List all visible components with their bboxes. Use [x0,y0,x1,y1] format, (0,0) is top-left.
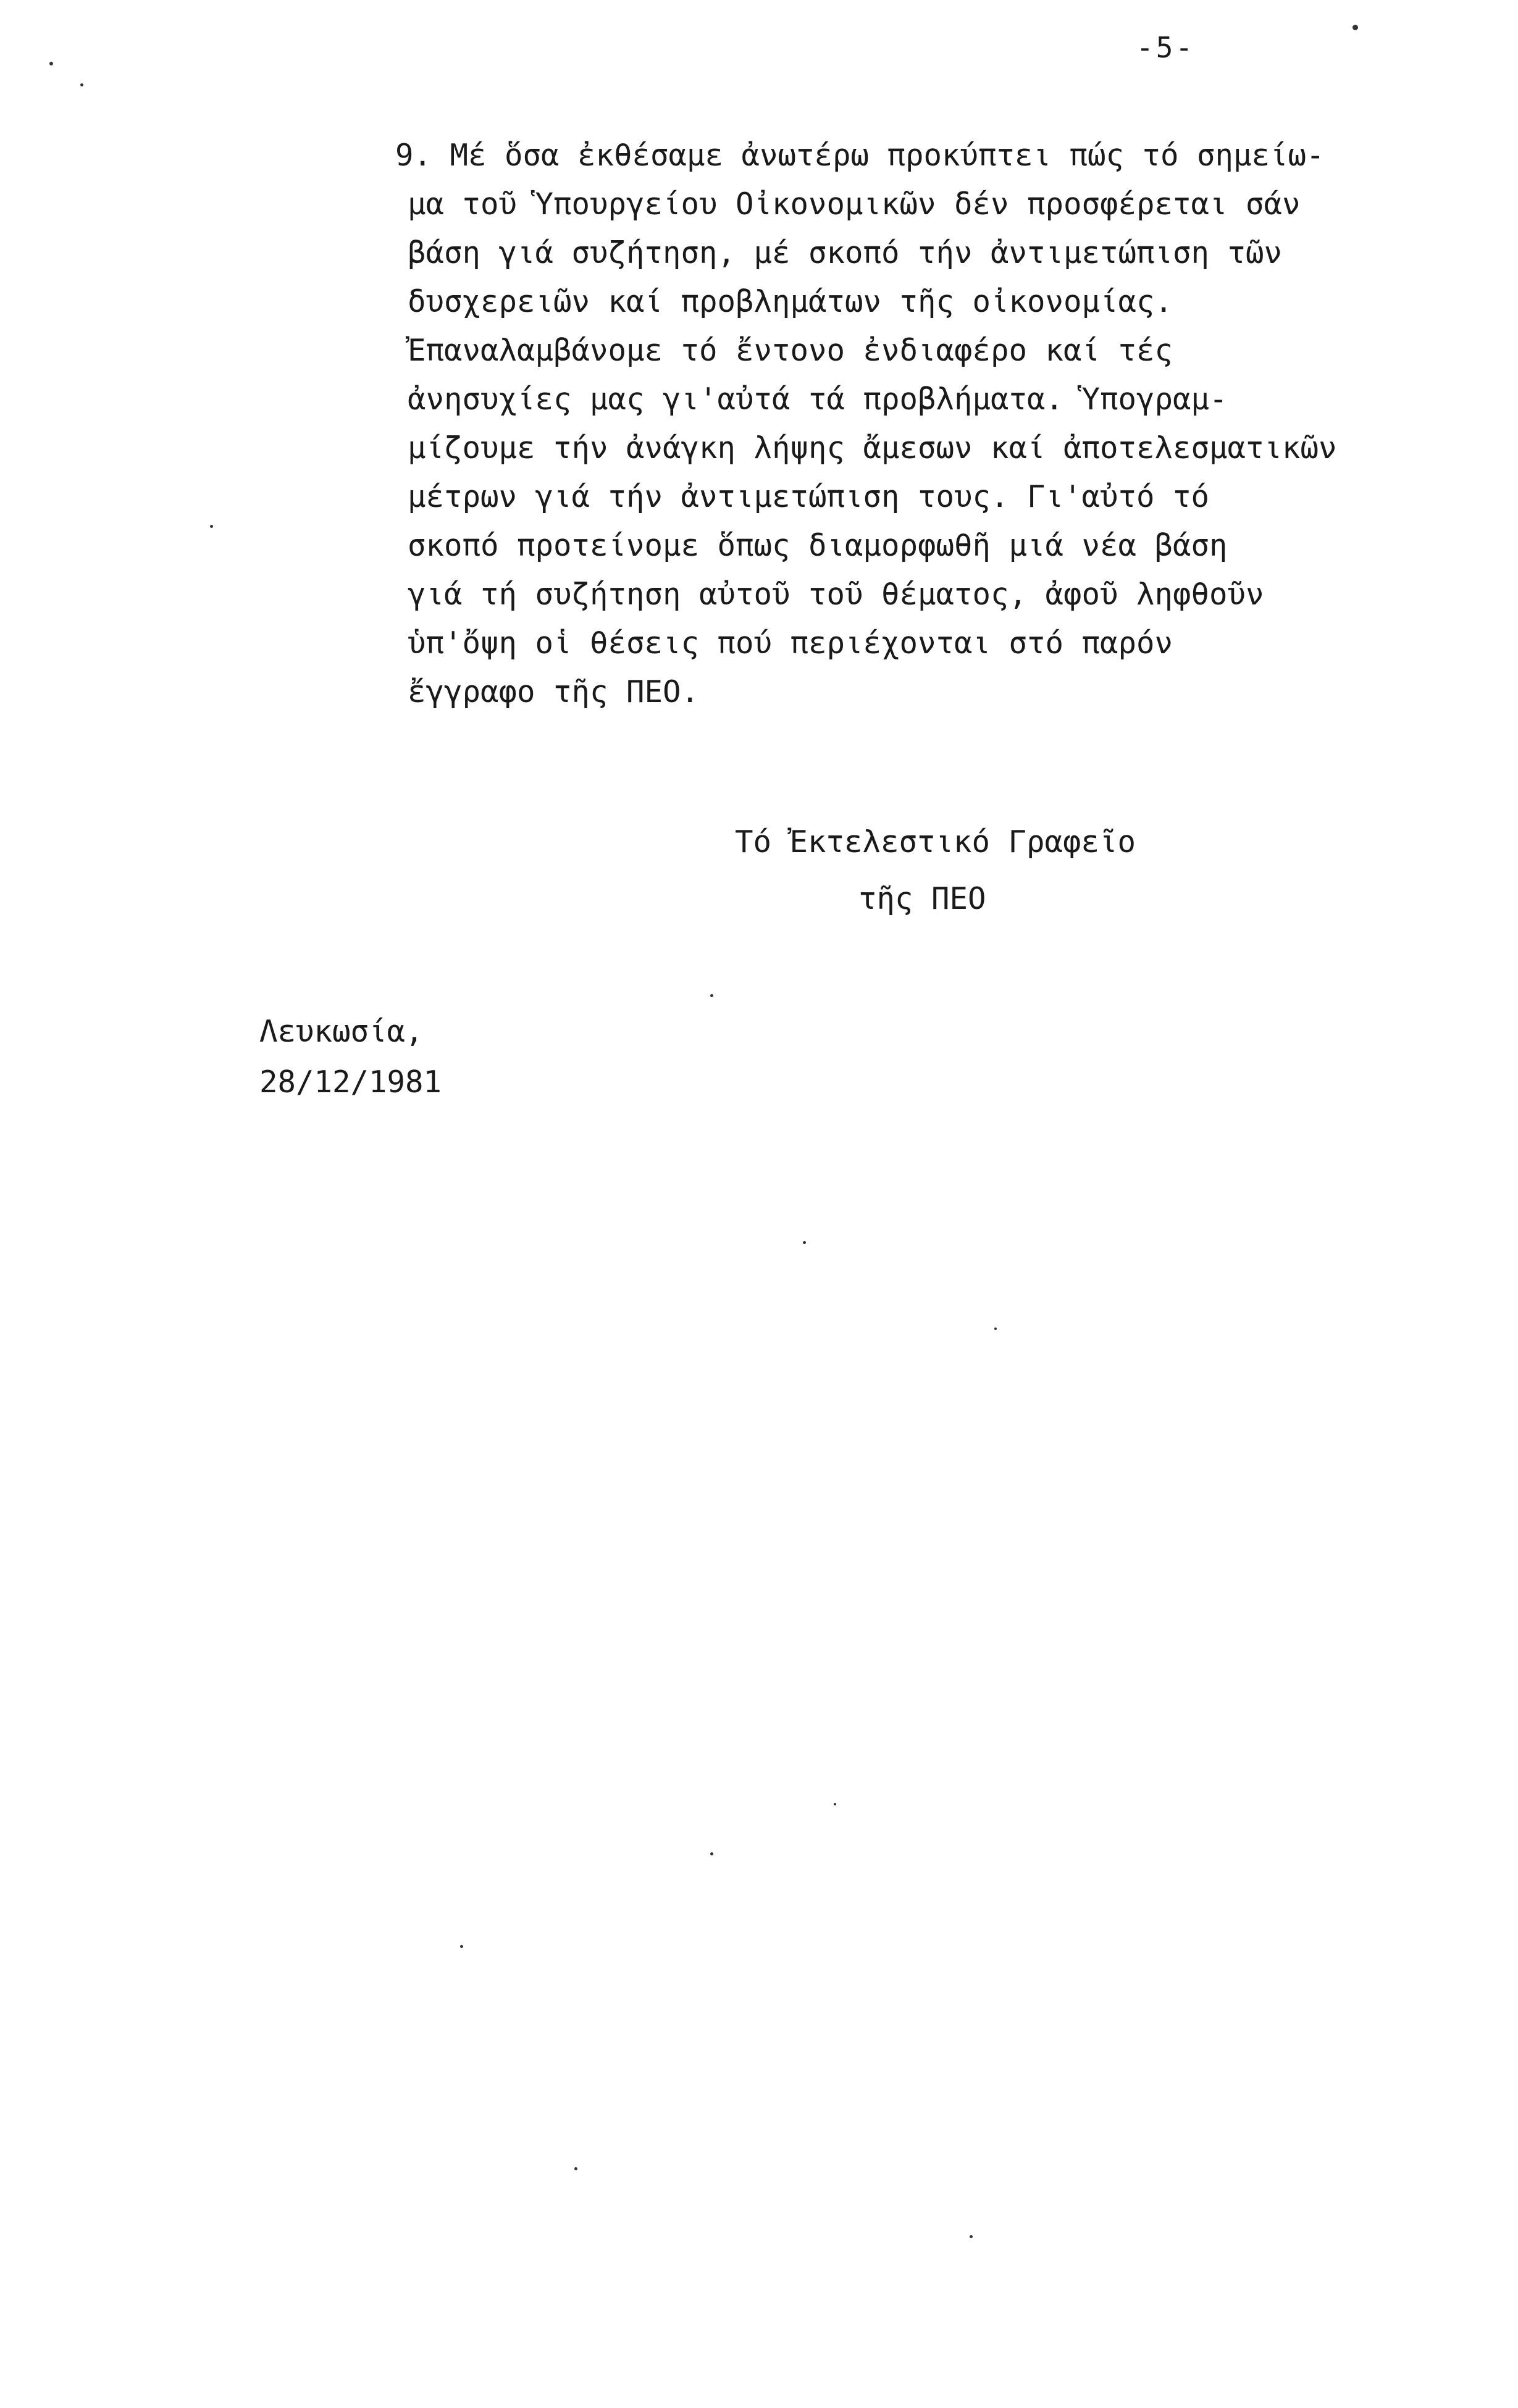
scan-speck [49,62,53,65]
scan-speck [710,994,713,997]
paragraph-line: 9. Μέ ὅσα ἐκθέσαμε ἀνωτέρω προκύπτει πώς τό σημείω- [395,138,1325,173]
scan-speck [834,1803,836,1805]
place: Λευκωσία, [259,1014,424,1049]
paragraph-line: γιά τή συζήτηση αὐτοῦ τοῦ θέματος, ἀφοῦ ληφθοῦν [408,577,1264,612]
scan-speck [574,2167,577,2170]
paragraph-line: Ἐπαναλαμβάνομε τό ἔντονο ἐνδιαφέρο καί τές [408,333,1173,368]
scan-speck [970,2235,973,2238]
scan-speck [460,1945,463,1948]
paragraph-line: ἔγγραφο τῆς ΠΕΟ. [408,674,700,709]
signature-block [735,814,1136,927]
signature-organization: τῆς ΠΕΟ [858,881,986,916]
paragraph-line: μέτρων γιά τήν ἀντιμετώπιση τους. Γι'αὐτό τό [408,479,1210,514]
closing-paragraph [395,131,1457,716]
paragraph-line: δυσχερειῶν καί προβλημάτων τῆς οἰκονομίας. [408,284,1173,319]
paragraph-line: ἀνησυχίες μας γι'αὐτά τά προβλήματα. Ὑπογραμ- [408,382,1228,417]
scan-speck [1352,25,1358,30]
date: 28/12/1981 [259,1064,442,1100]
paragraph-line: βάση γιά συζήτηση, μέ σκοπό τήν ἀντιμετώπιση τῶν [408,235,1283,270]
paragraph-line: μίζουμε τήν ἀνάγκη λήψης ἄμεσων καί ἀποτελεσματικῶν [408,430,1337,466]
page-number: -5- [1136,31,1196,64]
signature-title: Τό Ἐκτελεστικό Γραφεῖο [735,824,1136,859]
paragraph-line: ὑπ'ὄψη οἱ θέσεις πού περιέχονται στό παρόν [408,625,1173,661]
scan-speck [710,1852,713,1855]
scan-speck [994,1327,997,1330]
scan-speck [80,83,83,86]
scan-speck [803,1241,806,1244]
paragraph-line: μα τοῦ Ὑπουργείου Οἰκονομικῶν δέν προσφέρεται σάν [408,186,1301,222]
paragraph-line: σκοπό προτείνομε ὅπως διαμορφωθῆ μιά νέα βάση [408,528,1228,563]
scan-speck [210,525,213,528]
place-date-block [259,1006,442,1108]
